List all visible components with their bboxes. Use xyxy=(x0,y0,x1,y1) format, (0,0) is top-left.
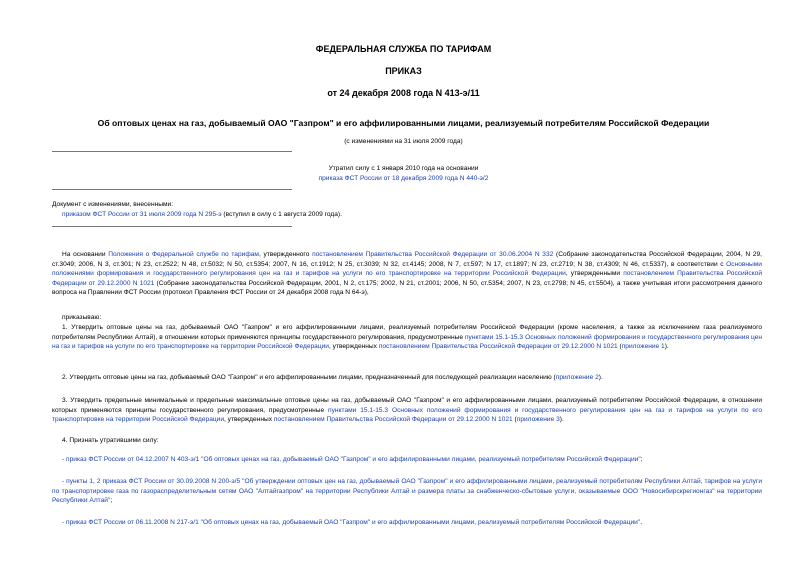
item-4-heading: 4. Признать утратившими силу: xyxy=(62,437,159,444)
provisions-15-link[interactable]: пунктами 15.1-15.3 Основных положений формирования и государственного регулирования цен на газ и тарифов на услуги по его транспортировке на территории Российской Федерации xyxy=(52,406,762,424)
divider xyxy=(52,151,292,152)
basis-text: , утвержденного xyxy=(258,251,313,258)
item-1-paragraph xyxy=(52,323,762,352)
repealed-order-link[interactable]: - пункты 1, 2 приказа ФСТ России от 30.09.2008 N 200-э/5 "Об утверждении оптовых цен на газ, добываемый ОАО "Газпром" и его аффилированными лицами, реализуемый потребителям Республики Алтай, тарифов на услуги по транспортировке газа по газораспределительным сетям ОАО "Алтайгазпром" на территории Республики Алтай и размера платы за снабженческо-сбытовые услуги, оказываемые ООО "Новосибирскрегионгаз" на территории Республики Алтай" xyxy=(52,478,762,505)
decree-1021-link[interactable]: постановлением Правительства Российской Федерации от 29.12.2000 N 1021 xyxy=(378,343,618,351)
changes-order-link[interactable]: приказом ФСТ России от 31 июля 2009 года N 295-э xyxy=(62,211,222,218)
item-text: . xyxy=(640,519,643,526)
repealed-item xyxy=(52,477,762,506)
divider xyxy=(52,226,292,227)
item-text: 1. Утвердить оптовые цены на газ, добываемый ОАО "Газпром" и его аффилированными лицами, реализуемый потребителям Российской Федерации (кроме населения, а также за исключением газа реализуемого потребителям Республики Алтай), в отношении которых применяются принципы государственного регулирования, предусмотренные xyxy=(52,324,762,341)
basic-provisions-link[interactable]: Основными положениями формирования и государственного регулирования цен на газ и тарифов на услуги по его транспортировке на территории Российской Федерации xyxy=(52,260,762,278)
repealed-order-link[interactable]: - приказ ФСТ России от 04.12.2007 N 403-э/1 "Об оптовых ценах на газ, добываемый ОАО "Газпром" и его аффилированными лицами, реализуемый потребителям Российской Федерации" xyxy=(62,456,641,463)
divider xyxy=(52,189,292,190)
item-text: ). xyxy=(664,343,669,351)
item-3-paragraph xyxy=(52,396,762,425)
changes-line xyxy=(62,210,342,220)
changes-suffix: (вступил в силу с 1 августа 2009 года). xyxy=(221,211,342,218)
date-number-heading: от 24 декабря 2008 года N 413-э/11 xyxy=(327,88,480,98)
agency-heading: ФЕДЕРАЛЬНАЯ СЛУЖБА ПО ТАРИФАМ xyxy=(315,44,492,54)
item-text: , утвержденных xyxy=(224,416,274,424)
basis-paragraph xyxy=(52,250,762,298)
basis-text: (Собрание законодательства Российской Федерации, 2004, N 29, ст.3049; 2006, N 3, ст.301; N 23, ст.2522; N 48, ст.5032; N 50, ст.5354; 2007, N 16, ст.1912; N 25, ст.3039; N 32, ст.4145; 2008, N 7, ст.597; N 17, ст.1897; N 23, ст.2719; N 38, ст.4309; N 46, ст.5337), в соответствии с xyxy=(52,251,762,268)
decree-1021-link[interactable]: постановлением Правительства Российской Федерации от 29.12.2000 N 1021 xyxy=(52,270,763,287)
appendix-2-link[interactable]: приложение 2 xyxy=(555,374,599,381)
item-text: ). xyxy=(598,374,603,381)
provisions-15-link[interactable]: пунктами 15.1-15.3 Основных положений формирования и государственного регулирования цен на газ и тарифов на услуги по его транспортировке на территории Российской Федерации xyxy=(52,333,762,351)
item-text: 2. Утвердить оптовые цены на газ, добываемый ОАО "Газпром" и его аффилированными лицами, предназначенный для последующей реализации населению ( xyxy=(62,374,556,381)
document-title: Об оптовых ценах на газ, добываемый ОАО "Газпром" и его аффилированными лицами, реализуемый потребителям Российской Федерации xyxy=(97,118,710,128)
appendix-3-link[interactable]: приложение 3 xyxy=(516,416,560,424)
item-text: 3. Утвердить предельные минимальные и предельные максимальные оптовые цены на газ, добываемый ОАО "Газпром" и его аффилированными лицами, реализуемый потребителям Российской Федерации, в отношении которых применяются принципы государственного регулирования, предусмотренные xyxy=(52,397,762,414)
expired-note: Утратил силу с 1 января 2010 года на основании xyxy=(328,165,479,172)
order-word: приказываю: xyxy=(62,314,102,321)
basis-text: На основании xyxy=(62,251,109,258)
decree-1021-link[interactable]: постановлением Правительства Российской Федерации от 29.12.2000 N 1021 xyxy=(273,416,513,424)
basis-text: , утвержденными xyxy=(565,270,624,278)
amendments-note: (с изменениями на 31 июля 2009 года) xyxy=(344,138,463,145)
item-text: , утвержденных xyxy=(328,343,379,351)
doc-type-heading: ПРИКАЗ xyxy=(385,66,422,76)
repealed-item xyxy=(52,455,762,465)
decree-332-link[interactable]: постановлением Правительства Российской Федерации от 30.06.2004 N 332 xyxy=(312,251,554,258)
item-2-paragraph xyxy=(52,373,762,383)
item-text: ( xyxy=(512,416,517,424)
item-text: ; xyxy=(110,497,113,505)
fst-regulation-link[interactable]: Положения о Федеральной службе по тарифам xyxy=(108,251,259,258)
basis-text: (Собрание законодательства Российской Федерации, 2001, N 2, ст.175; 2002, N 21, ст.2001; 2006, N 50, ст.5354; 2007, N 23, ст.2798; N 45, ст.5504), а также учитывая итоги рассмотрения данного вопроса на Правлении ФСТ России (протокол Правления ФСТ России от 24 декабря 2008 года N 64-э), xyxy=(52,279,762,297)
appendix-1-link[interactable]: приложение 1 xyxy=(621,343,665,351)
repealed-item xyxy=(52,518,762,528)
item-text: ( xyxy=(617,343,622,351)
item-text: ). xyxy=(559,416,564,424)
changes-label: Документ с изменениями, внесенными: xyxy=(52,201,174,208)
expired-order-link[interactable]: приказа ФСТ России от 18 декабря 2009 года N 440-э/2 xyxy=(318,175,489,182)
item-text: ; xyxy=(640,456,643,463)
repealed-order-link[interactable]: - приказ ФСТ России от 06.11.2008 N 217-э/1 "Об оптовых ценах на газ, добываемый ОАО "Газпром" и его аффилированными лицами, реализуемый потребителям Российской Федерации" xyxy=(62,519,641,526)
